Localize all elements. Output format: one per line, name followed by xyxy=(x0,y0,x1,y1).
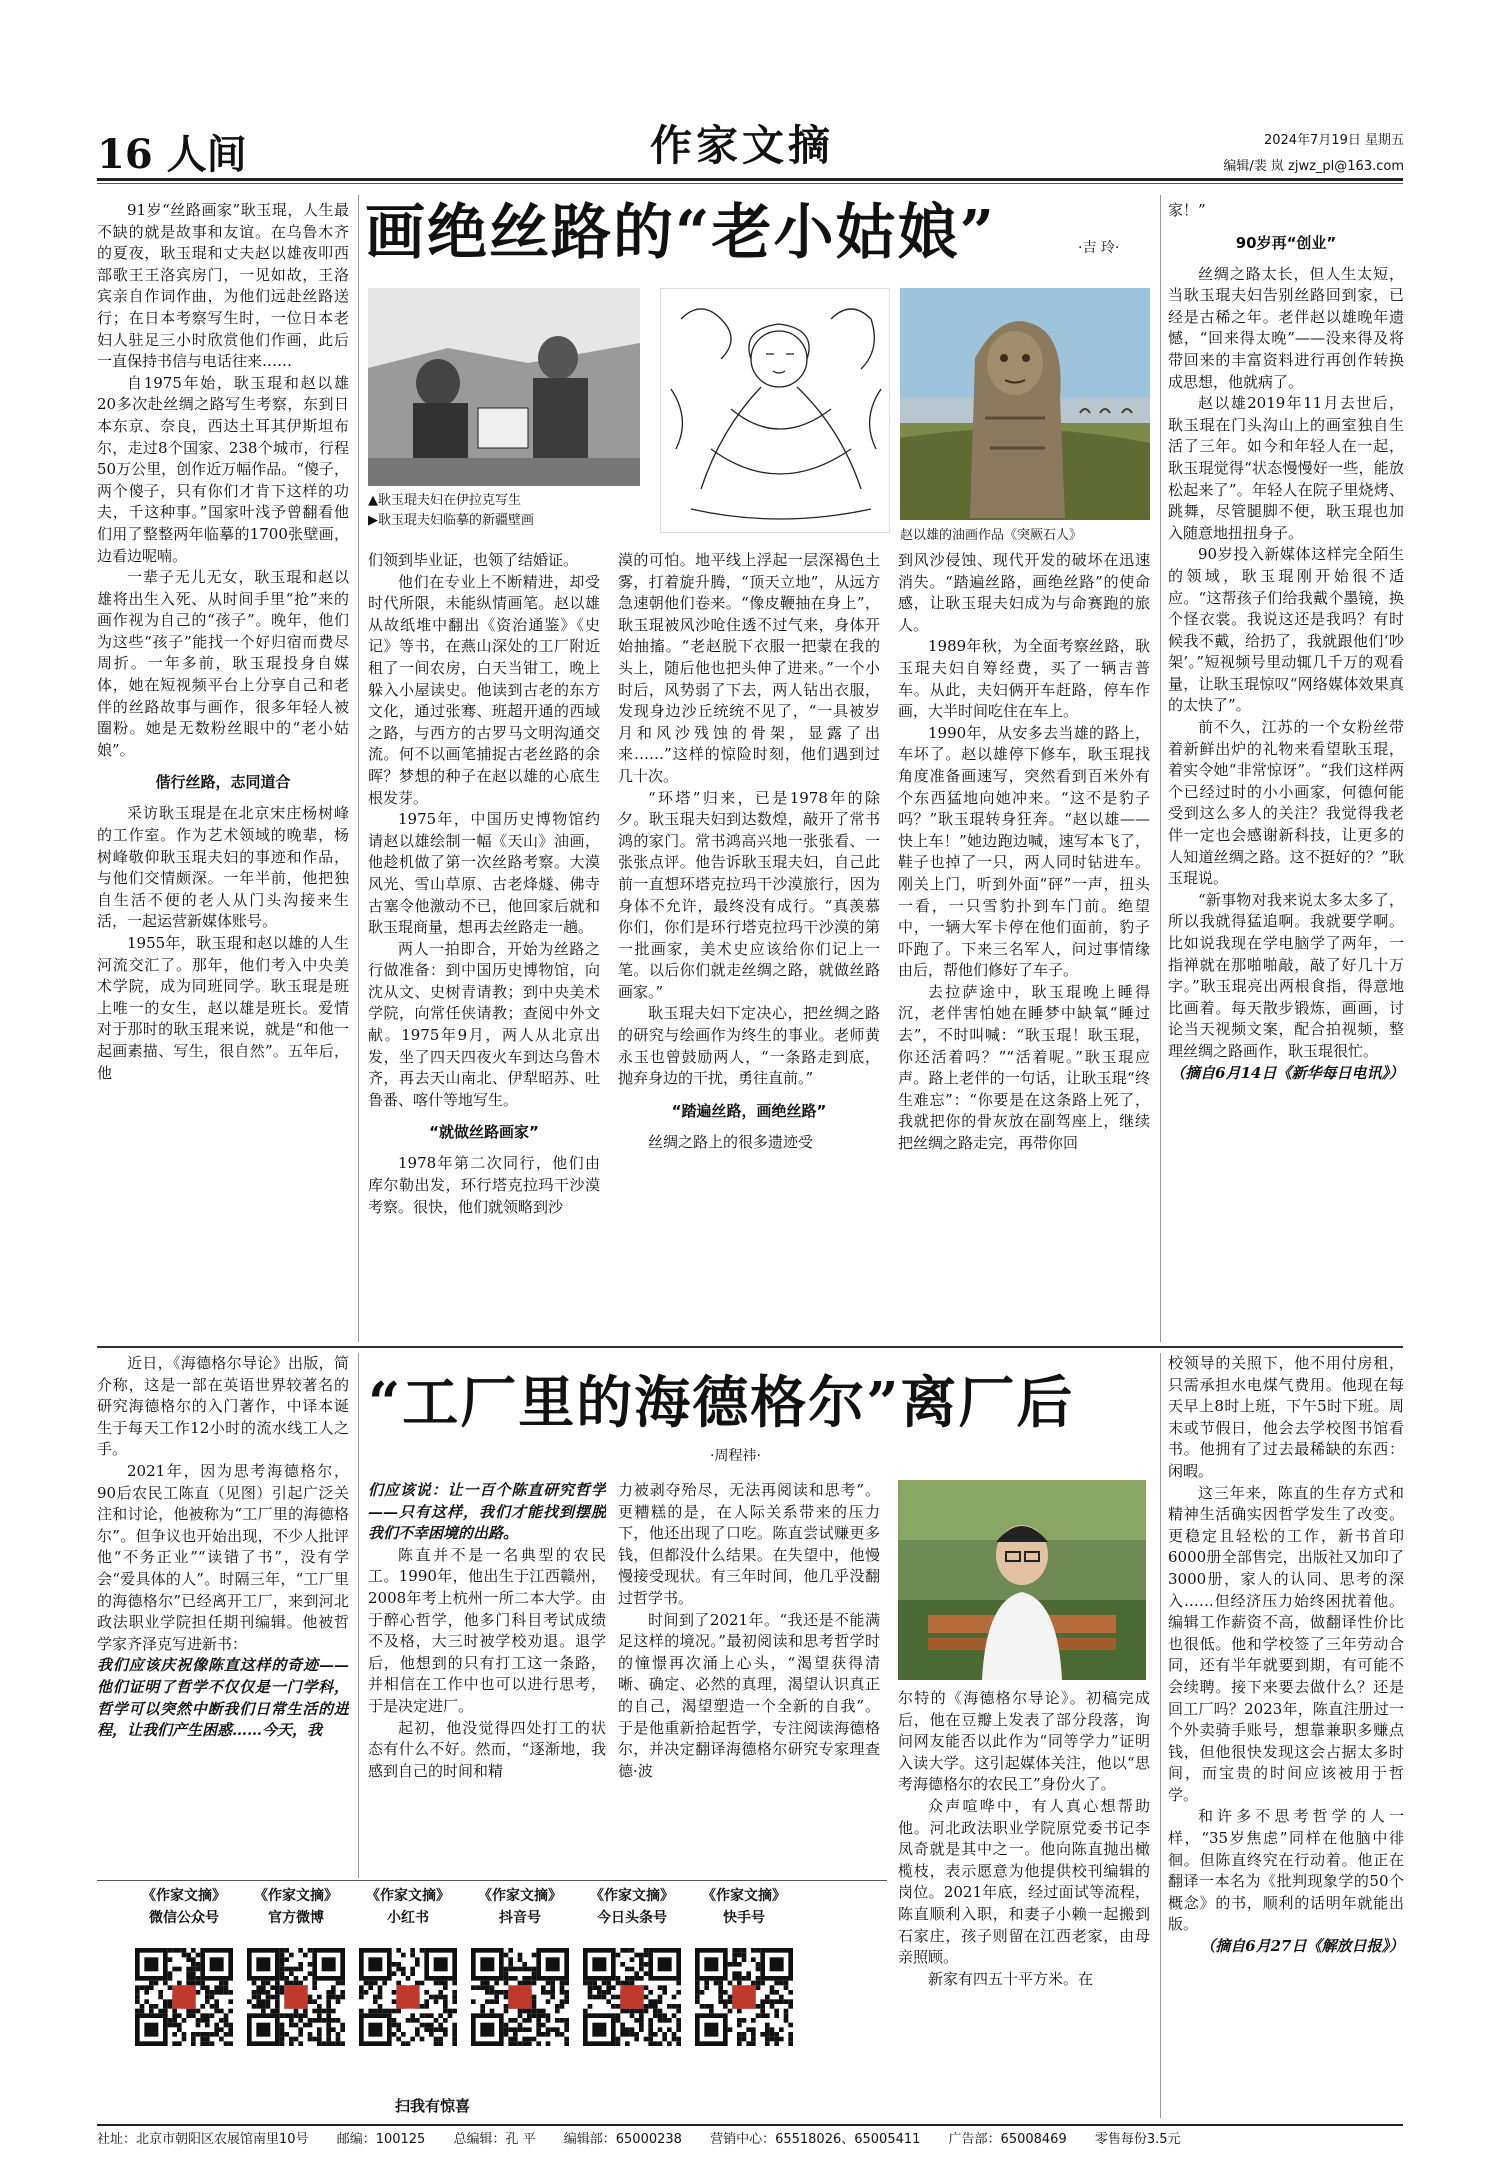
paragraph: 校领导的关照下，他不用付房租，只需承担水电煤气费用。他现在每天早上8时上班，下午5时下班。周末或节假日，他会去学校图书馆看书。他拥有了过去最稀缺的东西：闲暇。 xyxy=(1168,1354,1404,1480)
caption-oil-painting: 赵以雄的油画作品《突厥石人》 xyxy=(900,528,1083,543)
article1-column-1 xyxy=(97,200,349,1342)
paragraph: 力被剥夺殆尽，无法再阅读和思考”。更糟糕的是，在人际关系带来的压力下，他还出现了口吃。陈直尝试赚更多钱，但都没什么结果。在失望中，他慢慢接受现状。有三年时间，他几乎没翻过哲学书。 xyxy=(618,1481,880,1607)
quote: 我们应该庆祝像陈直这样的奇迹——他们证明了哲学不仅仅是一门学科，哲学可以突然中断我们日常生活的进程，让我们产生困惑……今天，我 xyxy=(97,1656,349,1740)
paragraph: 尔特的《海德格尔导论》。初稿完成后，他在豆瓣上发表了部分段落，询问网友能否以此作为“同等学力”证明入读大学。这引起媒体关注，他以“思考海德格尔的农民工”身份火了。 xyxy=(898,1689,1150,1794)
article1-column-4 xyxy=(898,550,1150,1342)
paragraph: 众声喧哗中，有人真心想帮助他。河北政法职业学院原党委书记李凤奇就是其中之一。他向陈直抛出橄榄枝，表示愿意为他提供校刊编辑的岗位。2021年底，经过面试等流程，陈直顺利入职，和妻子小赖一起搬到石家庄，孩子则留在江西老家，由母亲照顾。 xyxy=(898,1796,1150,1967)
paragraph: 采访耿玉琨是在北京宋庄杨树峰的工作室。作为艺术领域的晚辈，杨树峰敬仰耿玉琨夫妇的事迹和作品，与他们交情颇深。一年半前，他把独自生活不便的老人从门头沟接来生活，一起运营新媒体账号。 xyxy=(97,804,349,931)
qr-code-icon[interactable] xyxy=(583,1948,681,2046)
footer-address: 社址：北京市朝阳区农展馆南里10号 xyxy=(97,2132,309,2147)
article2-column-4 xyxy=(898,1688,1150,2118)
issue-date: 2024年7月19日 星期五 xyxy=(1263,133,1404,148)
paragraph: 家！” xyxy=(1168,201,1206,219)
article2-title: “工厂里的海德格尔”离厂后 xyxy=(368,1370,1075,1436)
mural-line-drawing xyxy=(660,288,890,533)
qr-code-icon[interactable] xyxy=(359,1948,457,2046)
source-note: （摘自6月27日《解放日报》） xyxy=(1200,1937,1404,1956)
subheading: “踏遍丝路，画绝丝路” xyxy=(671,1101,827,1120)
footer-rule xyxy=(97,2124,1403,2126)
paragraph: 1989年秋，为全面考察丝路，耿玉琨夫妇自筹经费，买了一辆吉普车。从此，夫妇俩开车赶路，停车作画，大半时间吃住在车上。 xyxy=(898,637,1150,721)
paragraph: 漠的可怕。地平线上浮起一层深褐色土雾，打着旋升腾，“顶天立地”，从远方急速朝他们卷来。“像皮鞭抽在身上”，耿玉琨被风沙呛住透不过气来，身体开始抽搐。“老赵脱下衣服一把蒙在我的头上，随后他也把头伸了进来。”一个小时后，风势弱了下去，两人钻出衣服，发现身边沙丘统统不见了，“一具被岁月和风沙残蚀的骨架，显露了出来……”这样的惊险时刻，他们遇到过几十次。 xyxy=(618,551,880,785)
column-divider xyxy=(1160,195,1161,1342)
footer-marketing-phone: 营销中心：65518026、65005411 xyxy=(710,2132,921,2147)
qr-label: 《作家文摘》 今日头条号 xyxy=(590,1888,674,1926)
article1-byline: ·吉 玲· xyxy=(1078,240,1120,256)
article1-title: 画绝丝路的“老小姑娘” xyxy=(365,198,997,268)
paragraph: 1955年，耿玉琨和赵以雄的人生河流交汇了。那年，他们考入中央美术学院，成为同班同学。耿玉琨是班上唯一的女生，赵以雄是班长。爱情对于那时的耿玉琨来说，就是“和他一起画素描、写生，很自然”。五年后，他 xyxy=(97,934,349,1082)
qr-label: 《作家文摘》 微信公众号 xyxy=(142,1888,226,1926)
paragraph: 一辈子无儿无女，耿玉琨和赵以雄将出生入死、从时间手里“抢”来的画作视为自己的“孩子”。晚年，他们为这些“孩子”能找一个好归宿而费尽周折。一年多前，耿玉琨投身自媒体，她在短视频平台上分享自己和老伴的丝路故事与画作，很多年轻人被圈粉。她是无数粉丝眼中的“老小姑娘”。 xyxy=(97,568,349,759)
paragraph: 到风沙侵蚀、现代开发的破坏在迅速消失。“踏遍丝路，画绝丝路”的使命感，让耿玉琨夫妇成为与命赛跑的旅人。 xyxy=(898,551,1150,634)
paragraph: “环塔”归来，已是1978年的除夕。耿玉琨夫妇到达数煌，敲开了常书鸿的家门。常书鸿高兴地一张张看、一张张点评。他告诉耿玉琨夫妇，自己此前一直想环塔克拉玛干沙漠旅行，因为身体不允许，最终没有成行。“真羡慕你们，你们是环行塔克拉玛干沙漠的第一批画家，美术史应该给你们记上一笔。以后你们就走丝绸之路，就做丝路画家。” xyxy=(618,788,880,1001)
paragraph: 新家有四五十平方米。在 xyxy=(928,1969,1094,1988)
footer-chief-editor: 总编辑：孔 平 xyxy=(453,2132,536,2147)
paragraph: 时间到了2021年。“我还是不能满足这样的境况。”最初阅读和思考哲学时的憧憬再次涌上心头，“渴望获得清晰、确定、必然的真理，渴望认识真正的自己，渴望塑造一个全新的自我”。于是他重新拾起哲学，专注阅读海德格尔，并决定翻译海德格尔研究专家理查德·波 xyxy=(618,1610,880,1780)
photo-couple-painting xyxy=(368,288,640,486)
paragraph: 和许多不思考哲学的人一样，“35岁焦虑”同样在他脑中徘徊。但陈直终究在行动着。他正在翻译一本名为《批判现象学的50个概念》的书，顺利的话明年就能出版。 xyxy=(1168,1807,1404,1934)
paragraph: 耿玉琨夫妇下定决心，把丝绸之路的研究与绘画作为终生的事业。老师黄永玉也曾鼓励两人，“一条路走到底，抛弃身边的干扰，勇往直前。” xyxy=(618,1004,880,1088)
paragraph: 去拉萨途中，耿玉琨晚上睡得沉，老伴害怕她在睡梦中缺氧“睡过去”，不时叫喊：“耿玉琨！耿玉琨，你还活着吗？”“活着呢。”耿玉琨应声。路上老伴的一句话，让耿玉琨“终生难忘”：“你要是在这条路上死了，我就把你的骨灰放在副驾座上，继续把丝绸之路走完，再带你回 xyxy=(898,982,1150,1153)
column-divider xyxy=(358,1353,359,1878)
subheading: 偕行丝路，志同道合 xyxy=(155,773,291,792)
paragraph: 91岁“丝路画家”耿玉琨，人生最不缺的就是故事和友谊。在乌鲁木齐的夏夜，耿玉琨和丈夫赵以雄夜叩西部歌王王洛宾房门，一见如故，王洛宾亲自作词作曲，为他们远赴丝路送行；在日本考察写生时，一位日本老妇人驻足三小时欣赏他们作画，此后一直保持书信与电话往来…… xyxy=(97,201,349,371)
masthead-logo: 作家文摘 xyxy=(650,121,835,170)
qr-label: 《作家文摘》 小红书 xyxy=(366,1888,450,1926)
qr-label: 《作家文摘》 抖音号 xyxy=(478,1888,562,1926)
qr-code-icon[interactable] xyxy=(695,1948,793,2046)
article1-column-3 xyxy=(618,550,880,1342)
article1-column-5 xyxy=(1168,200,1404,1342)
article2-column-3 xyxy=(618,1480,880,1878)
header-rule xyxy=(97,178,1403,181)
article2-byline: ·周程祎· xyxy=(710,1448,761,1464)
paragraph: 赵以雄2019年11月去世后，耿玉琨在门头沟山上的画室独自生活了三年。如今和年轻人在一起，耿玉琨觉得“状态慢慢好一些，能放松起来了”。年轻人在院子里烧烤、跳舞，尽管腿脚不便，耿玉琨也加入随意地扭扭身子。 xyxy=(1168,394,1404,542)
article2-column-2 xyxy=(368,1480,606,1878)
paragraph: 这三年来，陈直的生存方式和精神生活确实因哲学发生了改变。更稳定且轻松的工作，新书首印6000册全部售完，出版社又加印了3000册，家人的认同、思考的深入……但经济压力始终困扰着他。编辑工作薪资不高，做翻译性价比也很低。他和学校签了三年劳动合同，还有半年就要到期，有可能不会续聘。接下来要去做什么？还是回工厂吗？2023年，陈直注册过一个外卖骑手账号，想靠兼职多赚点钱，但他很快发现这会占据太多时间，而宝贵的时间应该被用于哲学。 xyxy=(1168,1483,1404,1804)
article2-column-5 xyxy=(1168,1353,1404,2118)
paragraph: 90岁投入新媒体这样完全陌生的领域，耿玉琨刚开始很不适应。“这帮孩子们给我戴个墨镜，换个怪衣裳。我说这还是我吗？有时候我不戴，给扔了，我就跟他们‘吵架’。”短视频号里动辄几千万的观看量，让耿玉琨惊叹“网络媒体效果真的太快了”。 xyxy=(1168,545,1404,715)
page-section-label: 16 人间 xyxy=(97,131,247,178)
paragraph: 他们在专业上不断精进，却受时代所限，未能纵情画笔。赵以雄从故纸堆中翻出《资治通鉴》《史记》等书，在燕山深处的工厂附近租了一间农房，白天当钳工，晚上躲入小屋读史。他读到古老的东方文化，通过张骞、班超开通的西域之路，与西方的古罗马文明沟通交流。何不以画笔捕捉古老丝路的余晖？梦想的种子在赵以雄的心底生根发芽。 xyxy=(368,572,600,807)
caption-photo: ▲耿玉琨夫妇在伊拉克写生 xyxy=(368,493,521,508)
column-divider xyxy=(358,195,359,1342)
footer-ads-phone: 广告部：65008469 xyxy=(948,2132,1067,2147)
qr-divider xyxy=(97,1880,887,1881)
footer-editorial-phone: 编辑部：65000238 xyxy=(563,2132,682,2147)
qr-code-icon[interactable] xyxy=(247,1948,345,2046)
footer-postcode: 邮编：100125 xyxy=(336,2132,426,2147)
qr-code-icon[interactable] xyxy=(135,1948,233,2046)
portrait-chen-zhi xyxy=(898,1480,1146,1680)
paragraph: 陈直并不是一名典型的农民工。1990年，他出生于江西赣州，2008年考上杭州一所二本大学。由于醉心哲学，他多门科目考试成绩不及格，大三时被学校劝退。退学后，他想到的只有打工这一条路，并相信在工作中也可以进行思考，于是决定进厂。 xyxy=(368,1545,606,1715)
subheading: “就做丝路画家” xyxy=(429,1123,539,1142)
paragraph: 自1975年始，耿玉琨和赵以雄20多次赴丝绸之路写生考察，东到日本东京、奈良，西达土耳其伊斯坦布尔，走过8个国家、238个城市，行程50万公里，创作近万幅作品。“傻子，两个傻子，只有你们才肯下这样的功夫，千这种事。”国家叶浅予曾翻看他们用了整整两年临摹的1700张壁画，边看边呢喃。 xyxy=(97,373,349,565)
paragraph: 两人一拍即合，开始为丝路之行做准备：到中国历史博物馆，向沈从文、史树青请教；到中央美术学院，向常任侠请教；查阅中外文献。1975年9月，两人从北京出发，坐了四天四夜火车到达乌鲁木齐，再去天山南北、伊犁昭苏、吐鲁番、喀什等地写生。 xyxy=(368,939,600,1109)
column-divider xyxy=(1160,1353,1161,2118)
qr-code-icon[interactable] xyxy=(471,1948,569,2046)
paragraph: 1975年，中国历史博物馆约请赵以雄绘制一幅《天山》油画，他趁机做了第一次丝路考察。大漠风光、雪山草原、古老烽燧、佛寺古塞令他激动不已，他回家后就和耿玉琨商量，想再去丝路走一趟。 xyxy=(368,810,600,937)
paragraph: 们领到毕业证，也领了结婚证。 xyxy=(368,551,579,569)
editor-contact: 编辑/裴 岚 zjwz_pl@163.com xyxy=(1223,159,1404,174)
subheading: 90岁再“创业” xyxy=(1235,233,1337,252)
quote: 们应该说：让一百个陈直研究哲学——只有这样，我们才能找到摆脱我们不幸困境的出路。 xyxy=(368,1481,606,1543)
footer-price: 零售每份3.5元 xyxy=(1094,2132,1181,2147)
article1-column-2 xyxy=(368,550,600,1342)
paragraph: 丝绸之路太长，但人生太短，当耿玉琨夫妇告别丝路回到家，已经是古稀之年。老伴赵以雄晚年遗憾，“回来得太晚”——没来得及将带回来的丰富资料进行再创作转换成思想，他就病了。 xyxy=(1168,264,1404,391)
source-note: （摘自6月14日《新华每日电讯》） xyxy=(1170,1063,1404,1082)
oil-painting-stone-figure xyxy=(900,288,1150,520)
paragraph: 丝绸之路上的很多遗迹受 xyxy=(648,1132,814,1151)
article2-column-1 xyxy=(97,1353,349,1878)
paragraph: 2021年，因为思考海德格尔，90后农民工陈直（见图）引起广泛关注和讨论，他被称为“工厂里的海德格尔”。但争议也开始出现，不少人批评他“不务正业”“读错了书”，没有学会“爱具体的人”。时隔三年，“工厂里的海德格尔”已经离开工厂，来到河北政法职业学院担任期刊编辑。他被哲学家齐泽克写进新书： xyxy=(97,1461,349,1653)
section-divider xyxy=(97,1346,1403,1348)
caption-mural: ▶耿玉琨夫妇临摹的新疆壁画 xyxy=(368,513,534,528)
footer xyxy=(97,2130,1403,2150)
scan-prompt: 扫我有惊喜 xyxy=(395,2097,471,2115)
paragraph: 1990年，从安多去当雄的路上，车坏了。赵以雄停下修车，耿玉琨找角度准备画速写，突然看到百米外有个东西猛地向她冲来。“这不是豹子吗？”耿玉琨转身狂奔。“赵以雄——快上车！”她边跑边喊，速写本飞了，鞋子也掉了一只，两人同时钻进车。刚关上门，听到外面“砰”一声，扭头一看，一只雪豹扑到车门前。绝望中，一辆大军卡停在他们面前，豹子吓跑了。下来三名军人，问过事情缘由后，帮他们修好了车子。 xyxy=(898,723,1150,980)
paragraph: “新事物对我来说太多太多了，所以我就得猛追啊。我就要学啊。比如说我现在学电脑学了两年，一指禅就在那啪啪敲，敲了好几十万字。”耿玉琨亮出两根食指，得意地比画着。每天散步锻炼，画画，讨论当天视频文案，配合拍视频，整理丝绸之路画作，耿玉琨很忙。 xyxy=(1168,890,1404,1060)
paragraph: 起初，他没觉得四处打工的状态有什么不好。然而，“逐渐地，我感到自己的时间和精 xyxy=(368,1718,606,1780)
paragraph: 前不久，江苏的一个女粉丝带着新鲜出炉的礼物来看望耿玉琨，着实令她“非常惊讶”。“我们这样两个已经过时的小小画家，何德何能受到这么多人的关注？我觉得我老伴一定也会感谢新科技，让更多的人知道丝绸之路。这不挺好的？”耿玉琨说。 xyxy=(1168,718,1404,888)
qr-label: 《作家文摘》 官方微博 xyxy=(254,1888,338,1926)
header-rule-thin xyxy=(97,183,1403,184)
paragraph: 近日，《海德格尔导论》出版，简介称，这是一部在英语世界较著名的研究海德格尔的入门著作，中译本诞生于每天工作12小时的流水线工人之手。 xyxy=(97,1354,349,1459)
paragraph: 1978年第二次同行，他们由库尔勒出发，环行塔克拉玛干沙漠考察。很快，他们就领略到沙 xyxy=(368,1154,600,1216)
qr-label: 《作家文摘》 快手号 xyxy=(702,1888,786,1926)
